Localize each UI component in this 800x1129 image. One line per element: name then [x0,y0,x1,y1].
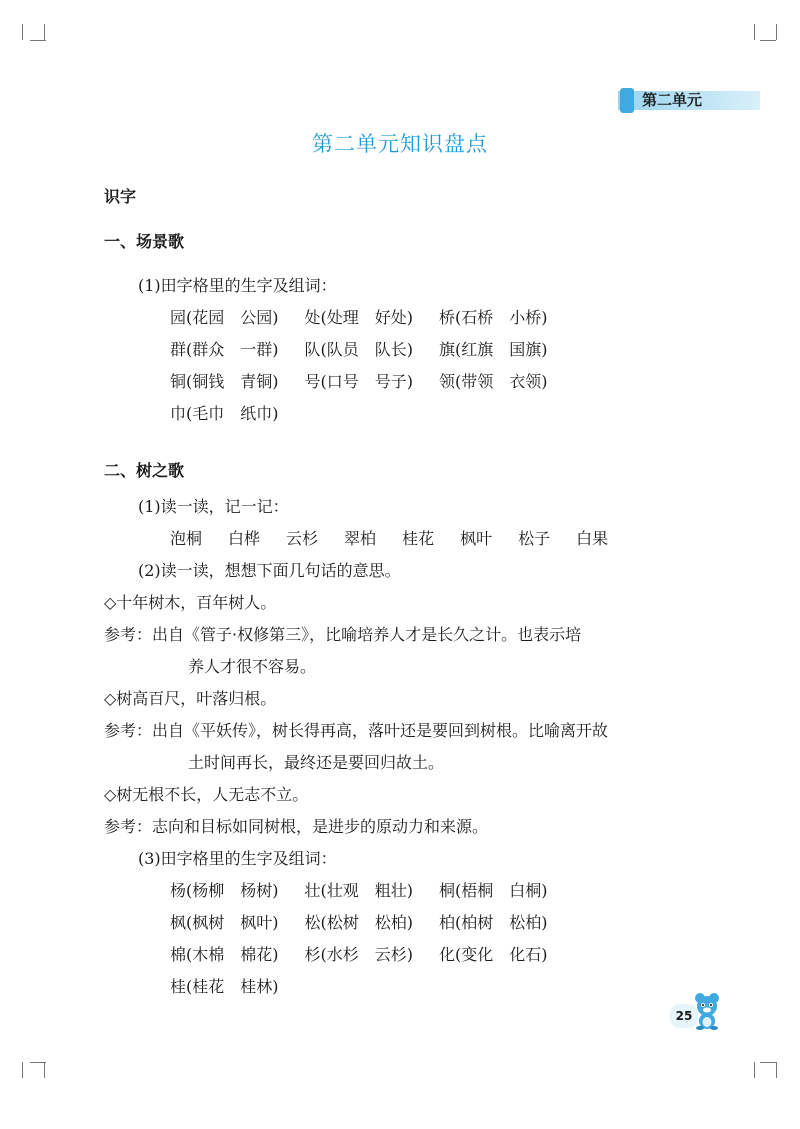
crop-mark [22,1062,23,1078]
word-item: 松(松树 松柏) [304,913,413,932]
part-heading: 一、场景歌 [104,232,185,251]
word-list-line [104,398,714,430]
content [104,184,714,1003]
word-item: 白果 [576,529,609,548]
part-heading: 二、树之歌 [104,461,185,480]
word-item: 白桦 [228,529,261,548]
text-line: ◇树高百尺，叶落归根。 [104,689,277,708]
question-label: (2)读一读，想想下面几句话的意思。 [138,561,401,580]
word-item: 群(群众 一群) [170,340,279,359]
text-line: 养人才很不容易。 [188,657,317,676]
crop-mark [754,1062,755,1078]
word-item: 处(处理 好处) [304,308,413,327]
crop-mark [760,1062,776,1063]
word-list-line [104,366,714,398]
word-item: 松子 [518,529,551,548]
crop-mark [22,24,23,40]
word-list-line [104,523,714,555]
word-item: 桐(梧桐 白桐) [439,881,548,900]
text-line: ◇十年树木，百年树人。 [104,593,277,612]
text-line: 参考：出自《管子·权修第三》，比喻培养人才是长久之计。也表示培 [104,625,582,644]
crop-mark [30,40,46,41]
word-item: 枫叶 [460,529,493,548]
unit-tab-marker [620,88,634,113]
word-item: 巾(毛巾 纸巾) [170,404,279,423]
word-item: 桂花 [402,529,435,548]
word-item: 桂(桂花 桂林) [170,977,279,996]
question-label: (1)读一读，记一记： [138,497,289,516]
word-list-line [104,939,714,971]
question-label: (3)田字格里的生字及组词： [138,849,337,868]
text-line: 土时间再长，最终还是要回归故土。 [188,753,445,772]
word-item: 铜(铜钱 青铜) [170,372,279,391]
word-item: 棉(木棉 棉花) [170,945,279,964]
word-list-line [104,907,714,939]
crop-mark [776,1062,777,1078]
word-item: 桥(石桥 小桥) [439,308,548,327]
text-line: ◇树无根不长，人无志不立。 [104,785,309,804]
word-item: 队(队员 队长) [304,340,413,359]
word-item: 云杉 [286,529,319,548]
text-line: 参考：志向和目标如同树根，是进步的原动力和来源。 [104,817,489,836]
word-item: 枫(枫树 枫叶) [170,913,279,932]
section-heading: 识字 [104,187,137,206]
crop-mark [776,24,777,40]
word-item: 泡桐 [170,529,203,548]
crop-mark [44,1062,45,1078]
word-list-line [104,334,714,366]
crop-mark [754,24,755,40]
word-item: 杨(杨柳 杨树) [170,881,279,900]
word-list-line [104,971,714,1003]
word-item: 柏(柏树 松柏) [439,913,548,932]
word-item: 旗(红旗 国旗) [439,340,548,359]
mascot-bear-icon [690,990,724,1030]
word-list-line [104,302,714,334]
word-item: 领(带领 衣领) [439,372,548,391]
word-item: 号(口号 号子) [304,372,413,391]
crop-mark [760,40,776,41]
word-item: 化(变化 化石) [439,945,548,964]
page-title: 第二单元知识盘点 [312,132,488,156]
text-line: 参考：出自《平妖传》，树长得再高，落叶还是要回到树根。比喻离开故 [104,721,609,740]
unit-tab-label: 第二单元 [642,91,703,109]
word-item: 翠柏 [344,529,377,548]
word-item: 杉(水杉 云杉) [304,945,413,964]
question-label: (1)田字格里的生字及组词： [138,276,337,295]
unit-tab [618,91,760,110]
word-list-line [104,875,714,907]
word-item: 壮(壮观 粗壮) [304,881,413,900]
crop-mark [44,24,45,40]
page-number: 25 [670,1004,698,1028]
word-item: 园(花园 公园) [170,308,279,327]
